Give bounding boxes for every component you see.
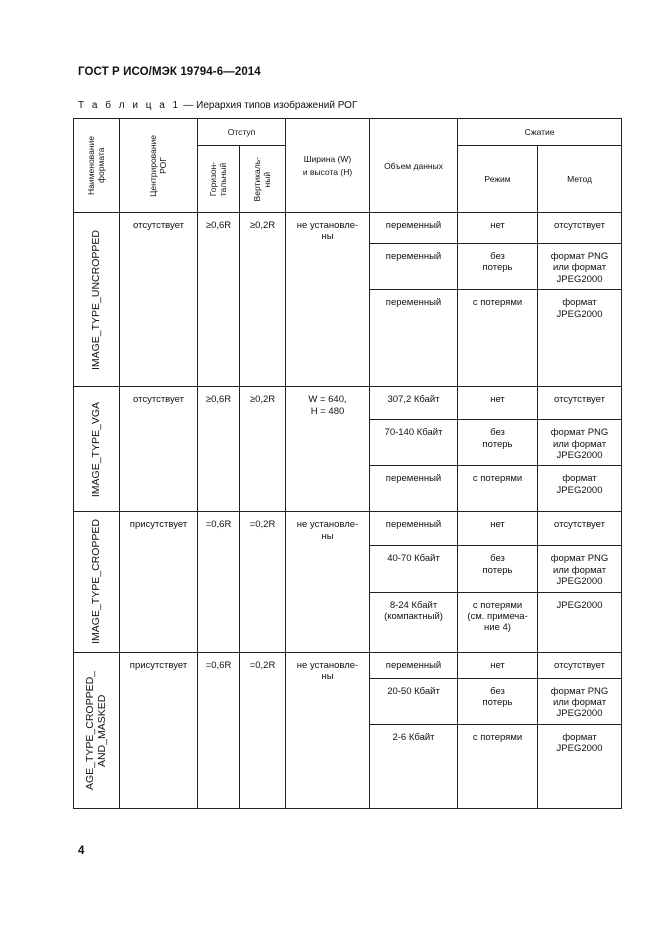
format-hierarchy-table [73,118,622,809]
compression-mode-cell [458,290,538,387]
compression-method-cell [538,420,622,466]
compression-mode-cell [458,512,538,546]
compression-mode-cell [458,420,538,466]
header-horizontal [198,146,240,213]
data-volume-cell-text: 70-140 Кбайт [384,427,443,439]
format-name-cell [74,387,120,512]
header-vertical-text: Вертикаль- ный [251,156,272,202]
compression-mode-cell [458,678,538,724]
header-method: Метод [538,146,622,213]
data-volume-cell-text: 307,2 Кбайт [387,394,440,406]
compression-method-cell-text: формат PNG или формат JPEG2000 [550,553,609,588]
compression-method-cell-text: формат JPEG2000 [556,473,603,496]
compression-method-cell [538,546,622,592]
centering-cell-text: присутствует [129,659,188,671]
data-volume-cell [370,466,458,512]
data-volume-cell-text: 2-6 Кбайт [392,731,435,743]
data-volume-cell [370,290,458,387]
compression-mode-cell [458,213,538,244]
horizontal-margin-cell [198,512,240,652]
compression-method-cell-text: JPEG2000 [556,599,603,611]
header-horizontal-text: Горизон- тальный [207,161,228,197]
compression-method-cell [538,290,622,387]
data-volume-cell [370,512,458,546]
table-row [74,512,622,546]
table-row [74,652,622,678]
compression-method-cell [538,466,622,512]
compression-method-cell [538,724,622,808]
compression-method-cell-text: формат PNG или формат JPEG2000 [550,685,609,720]
table-caption-prefix: Т а б л и ц а 1 [78,100,181,111]
compression-method-cell-text: отсутствует [554,659,605,671]
compression-mode-cell-text: без потерь [482,553,513,576]
header-format-name-text: Наименование формата [85,136,106,195]
horizontal-margin-cell-text: ≥0,6R [205,220,232,231]
centering-cell [120,512,198,652]
table-row [74,213,622,244]
compression-mode-cell-text: без потерь [482,251,513,274]
data-volume-cell [370,213,458,244]
compression-method-cell-text: формат JPEG2000 [556,297,603,320]
page-number: 4 [78,845,85,857]
horizontal-margin-cell-text: =0,6R [205,519,232,531]
vertical-margin-cell [240,387,286,512]
data-volume-cell [370,546,458,592]
header-size: Ширина (W) и высота (H) [286,119,370,213]
horizontal-margin-cell [198,213,240,387]
compression-mode-cell-text: нет [490,659,505,671]
compression-mode-cell [458,387,538,420]
size-cell-text: W = 640, H = 480 [308,394,347,417]
compression-mode-cell-text: без потерь [482,685,513,708]
vertical-margin-cell-text: ≥0,2R [249,394,276,406]
compression-mode-cell [458,546,538,592]
header-data-volume: Объем данных [370,119,458,213]
compression-mode-cell-text: с потерями [472,297,523,309]
format-name: IMAGE_TYPE_CROPPED [90,519,103,645]
compression-method-cell [538,244,622,290]
table-caption [78,100,357,111]
vertical-margin-cell-text: =0,2R [249,659,276,671]
data-volume-cell-text: переменный [385,251,442,262]
data-volume-cell [370,387,458,420]
horizontal-margin-cell-text: ≥0,6R [205,394,232,406]
centering-cell [120,213,198,387]
size-cell-text: не установле- ны [296,659,359,682]
data-volume-cell [370,724,458,808]
compression-method-cell-text: формат PNG или формат JPEG2000 [550,251,609,285]
document-header: ГОСТ Р ИСО/МЭК 19794-6—2014 [78,66,261,78]
horizontal-margin-cell [198,387,240,512]
data-volume-cell-text: 40-70 Кбайт [387,553,440,565]
vertical-margin-cell-text: ≥0,2R [249,220,276,231]
centering-cell-text: отсутствует [133,394,184,406]
format-name-cell [74,512,120,652]
compression-mode-cell-text: с потерями (см. примеча- ние 4) [467,599,528,634]
size-cell-text: не установле- ны [296,220,359,243]
compression-mode-cell-text: с потерями [472,731,523,743]
data-volume-cell-text: переменный [385,519,442,531]
compression-mode-cell-text: без потерь [482,427,513,450]
compression-method-cell-text: отсутствует [554,394,605,406]
data-volume-cell [370,678,458,724]
compression-method-cell [538,678,622,724]
compression-mode-cell-text: нет [490,394,505,406]
table-row [74,387,622,420]
compression-method-cell [538,652,622,678]
data-volume-cell-text: переменный [385,659,442,671]
compression-mode-cell-text: нет [490,220,505,231]
centering-cell [120,652,198,808]
compression-mode-cell [458,466,538,512]
table-caption-text: — Иерархия типов изображений РОГ [180,100,358,111]
compression-method-cell-text: формат JPEG2000 [556,731,603,755]
size-cell [286,213,370,387]
format-name-cell [74,213,120,387]
compression-mode-cell-text: с потерями [472,473,523,485]
compression-mode-cell [458,244,538,290]
compression-mode-cell [458,592,538,652]
header-format-name [74,119,120,213]
centering-cell [120,387,198,512]
header-mode: Режим [458,146,538,213]
size-cell [286,652,370,808]
vertical-margin-cell [240,512,286,652]
data-volume-cell-text: переменный [385,220,442,231]
format-name-cell [74,652,120,808]
compression-method-cell-text: формат PNG или формат JPEG2000 [550,427,609,461]
header-centering-text: Центрирование РОГ [147,134,168,197]
data-volume-cell-text: 20-50 Кбайт [387,685,440,697]
header-compression: Сжатие [458,119,622,146]
size-cell [286,512,370,652]
compression-mode-cell [458,724,538,808]
compression-mode-cell-text: нет [490,519,505,531]
compression-method-cell [538,387,622,420]
data-volume-cell [370,592,458,652]
header-vertical [240,146,286,213]
data-volume-cell-text: 8-24 Кбайт (компактный) [384,599,443,622]
vertical-margin-cell [240,652,286,808]
compression-method-cell [538,213,622,244]
data-volume-cell [370,652,458,678]
size-cell [286,387,370,512]
compression-mode-cell [458,652,538,678]
size-cell-text: не установле- ны [296,519,359,542]
vertical-margin-cell-text: =0,2R [249,519,276,531]
centering-cell-text: присутствует [129,519,188,531]
data-volume-cell-text: переменный [385,297,442,309]
header-centering [120,119,198,213]
header-margin: Отступ [198,119,286,146]
centering-cell-text: отсутствует [133,220,184,231]
data-volume-cell [370,244,458,290]
format-name: IMAGE_TYPE_UNCROPPED [90,229,103,370]
format-name: IMAGE_TYPE_VGA [90,401,103,497]
compression-method-cell-text: отсутствует [554,220,605,231]
horizontal-margin-cell [198,652,240,808]
data-volume-cell [370,420,458,466]
compression-method-cell [538,512,622,546]
format-name: AGE_TYPE_CROPPED_ AND_MASKED [84,670,109,790]
horizontal-margin-cell-text: =0,6R [205,659,232,671]
compression-method-cell [538,592,622,652]
vertical-margin-cell [240,213,286,387]
compression-method-cell-text: отсутствует [554,519,605,531]
data-volume-cell-text: переменный [385,473,442,485]
